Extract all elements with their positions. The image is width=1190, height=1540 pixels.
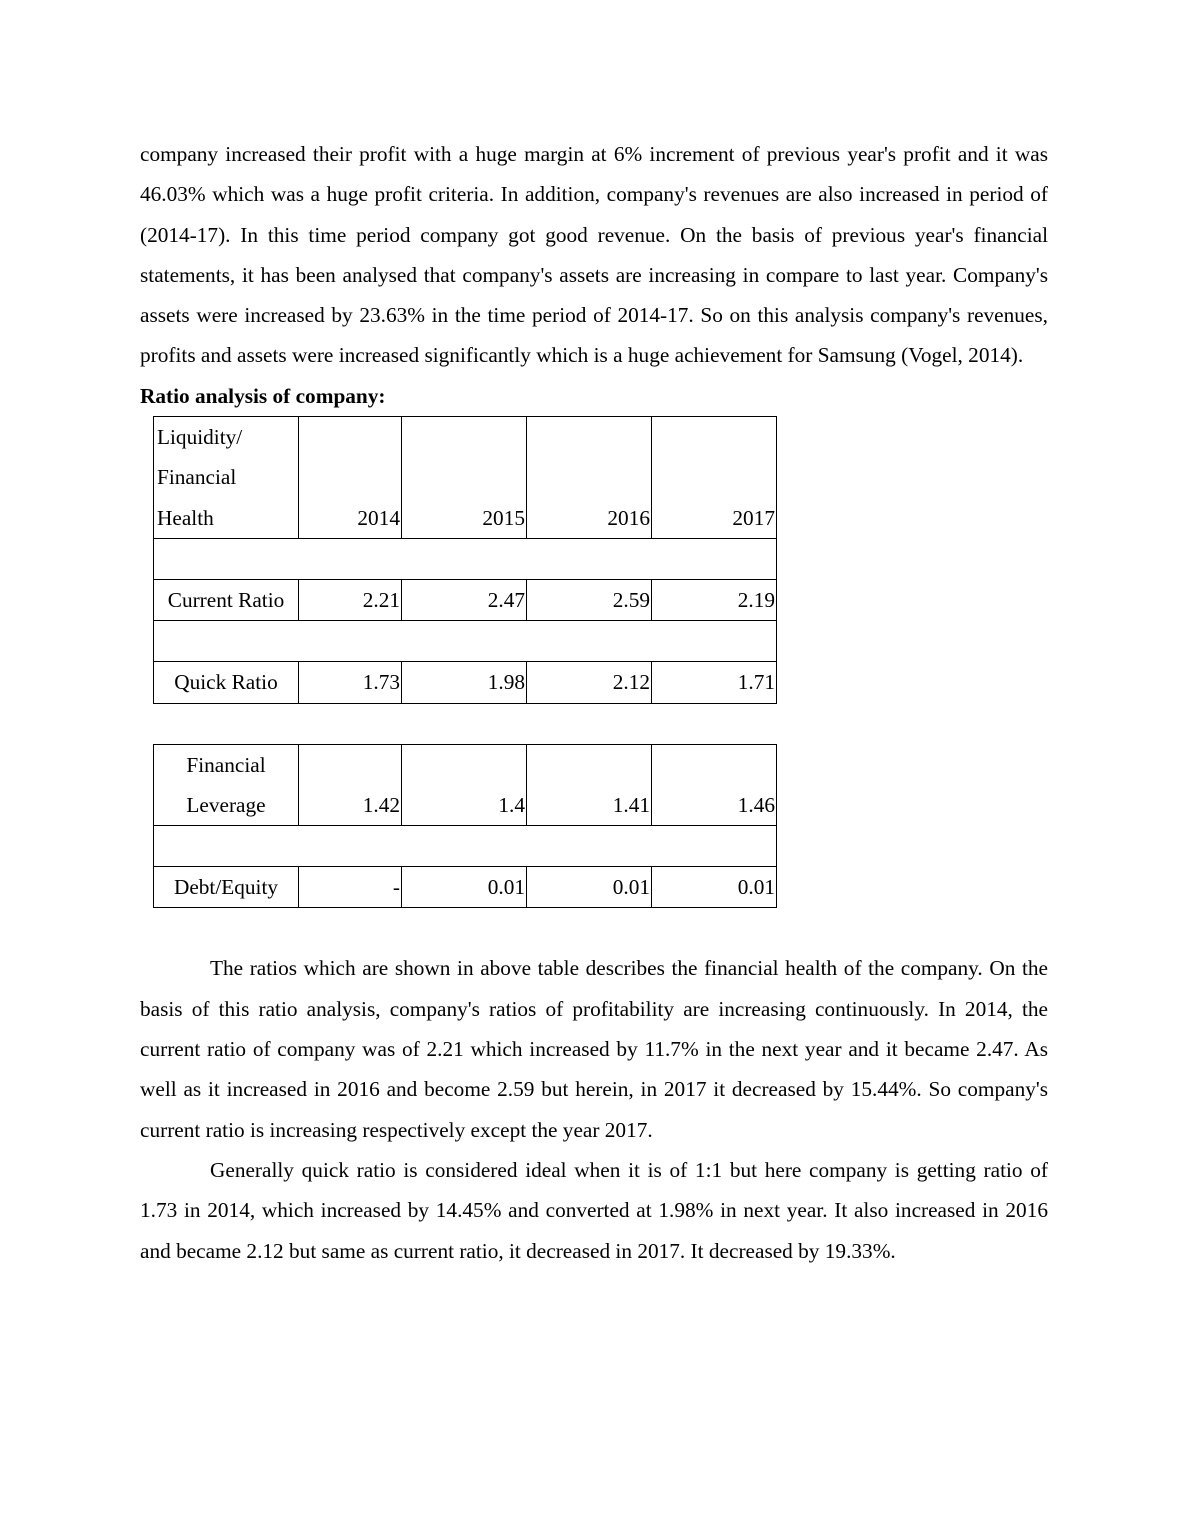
row-label-current-ratio: Current Ratio (154, 579, 299, 620)
value-cell: - (299, 867, 402, 908)
header-year-cell: 2017 (652, 417, 777, 539)
value-cell: 1.71 (652, 662, 777, 703)
table-spacer-row (154, 826, 777, 867)
value-cell: 1.42 (299, 744, 402, 826)
value-cell: 0.01 (402, 867, 527, 908)
value-cell: 2.12 (527, 662, 652, 703)
table-row (154, 579, 777, 620)
table-gap (140, 704, 1048, 744)
table-row (154, 744, 777, 826)
value-cell: 0.01 (527, 867, 652, 908)
spacer-cell (154, 621, 777, 662)
value-cell: 2.21 (299, 579, 402, 620)
header-label-line: Health (157, 505, 214, 530)
value-cell: 2.47 (402, 579, 527, 620)
liquidity-ratio-table (153, 416, 777, 703)
header-year-cell: 2014 (299, 417, 402, 539)
intro-paragraph: company increased their profit with a huge margin at 6% increment of previous year's profit and it was 46.03% which was a huge profit criteria. In addition, company's revenues are also increased in period of (2014-17). In this time period company got good revenue. On the basis of previous year's financial statements, it has been analysed that company's assets are increasing in compare to last year. Company's assets were increased by 23.63% in the time period of 2014-17. So on this analysis company's revenues, profits and assets were increased significantly which is a huge achievement for Samsung (Vogel, 2014). (140, 142, 1048, 368)
table-row (154, 867, 777, 908)
section-heading: Ratio analysis of company: (140, 383, 386, 408)
table-header-row (154, 417, 777, 539)
header-year-cell: 2015 (402, 417, 527, 539)
table-gap (140, 908, 1048, 948)
analysis-paragraph-current-ratio: The ratios which are shown in above table describes the financial health of the company. On the basis of this ratio analysis, company's ratios of profitability are increasing continuously. In 2014, the current ratio of company was of 2.21 which increased by 11.7% in the next year and it became 2.47. As well as it increased in 2016 and become 2.59 but herein, in 2017 it decreased by 15.44%. So company's current ratio is increasing respectively except the year 2017. (140, 956, 1048, 1142)
table-row (154, 662, 777, 703)
row-label-financial-leverage (154, 744, 299, 826)
value-cell: 2.59 (527, 579, 652, 620)
header-label-cell (154, 417, 299, 539)
analysis-paragraph-quick-ratio: Generally quick ratio is considered ideal when it is of 1:1 but here company is getting ratio of 1.73 in 2014, which increased by 14.45% and converted at 1.98% in next year. It also increased in 2016 and became 2.12 but same as current ratio, it decreased in 2017. It decreased by 19.33%. (140, 1157, 1048, 1263)
value-cell: 2.19 (652, 579, 777, 620)
header-label-line: Liquidity/ (157, 425, 243, 450)
header-label-line: Financial (157, 465, 237, 490)
table-spacer-row (154, 621, 777, 662)
row-label-line: Financial (186, 752, 266, 777)
row-label-line: Leverage (186, 792, 266, 817)
value-cell: 1.41 (527, 744, 652, 826)
header-year-cell: 2016 (527, 417, 652, 539)
value-cell: 1.4 (402, 744, 527, 826)
spacer-cell (154, 826, 777, 867)
row-label-quick-ratio: Quick Ratio (154, 662, 299, 703)
leverage-ratio-table (153, 744, 777, 909)
document-page (140, 134, 1048, 1271)
value-cell: 1.46 (652, 744, 777, 826)
value-cell: 0.01 (652, 867, 777, 908)
row-label-debt-equity: Debt/Equity (154, 867, 299, 908)
value-cell: 1.98 (402, 662, 527, 703)
value-cell: 1.73 (299, 662, 402, 703)
table-spacer-row (154, 538, 777, 579)
spacer-cell (154, 538, 777, 579)
